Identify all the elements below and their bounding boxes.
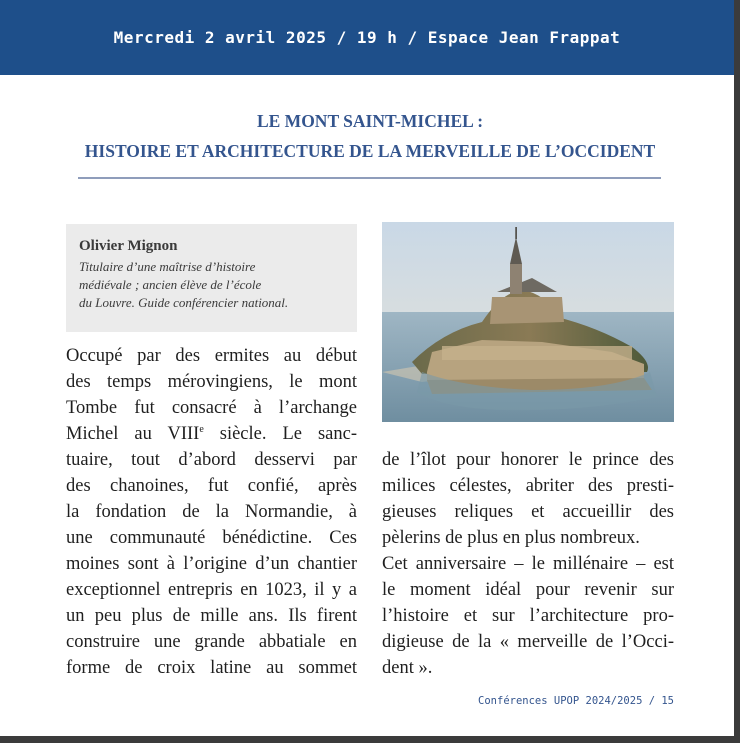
body-line: forme de croix latine au sommet [66,658,357,678]
body-line: un peu plus de mille ans. Ils firent [66,606,357,626]
body-line: moines sont à l’origine d’un chantier [66,554,357,574]
author-bio-line: du Louvre. Guide conférencier national. [79,295,289,310]
body-line: gieuses reliques et accueillir des [382,502,674,522]
page-footer: Conférences UPOP 2024/2025 / 15 [478,695,674,707]
body-line: milices célestes, abriter des presti- [382,476,674,496]
body-line: construire une grande abbatiale en [66,632,357,652]
body-line: dent ». [382,658,433,678]
author-bio-line: Titulaire d’une maîtrise d’histoire [79,259,256,274]
body-line-with-superscript [66,424,357,445]
article-title-line-1: LE MONT SAINT-MICHEL : [256,111,484,131]
body-line: le moment idéal pour revenir sur [382,580,674,600]
header-banner [0,0,734,75]
body-line: Cet anniversaire – le millénaire – est [382,554,674,574]
mont-saint-michel-photo [382,222,674,422]
title-divider [78,177,661,179]
body-line: tuaire, tout d’abord desservi par [66,450,357,470]
article-title-line-2: HISTOIRE ET ARCHITECTURE DE LA MERVEILLE DE L’OCCIDENT [84,141,656,161]
body-line: de l’îlot pour honorer le prince des [382,450,674,470]
author-name: Olivier Mignon [79,238,178,254]
body-line: des temps mérovingiens, le mont [66,372,357,392]
body-line: des chanoines, fut confié, après [66,476,357,496]
body-line: digieuse de la « merveille de l’Occi- [382,632,674,652]
body-line: une communauté bénédictine. Ces [66,528,357,548]
body-line-continuation: siècle. Le sanc- [203,424,357,444]
body-line: la fondation de la Normandie, à [66,502,357,522]
body-line: Tombe fut consacré à l’archange [66,398,357,418]
author-bio-line: médiévale ; ancien élève de l’école [79,277,262,292]
body-line: pèlerins de plus en plus nombreux. [382,528,640,548]
superscript: e [199,423,204,435]
body-line: l’histoire et sur l’architecture pro- [382,606,674,626]
body-line: exceptionnel entrepris en 1023, il y a [66,580,357,600]
century-roman: Michel au VIII [66,424,200,444]
event-date-location: Mercredi 2 avril 2025 / 19 h / Espace Jean Frappat [113,28,621,47]
body-line: Occupé par des ermites au début [66,346,357,366]
